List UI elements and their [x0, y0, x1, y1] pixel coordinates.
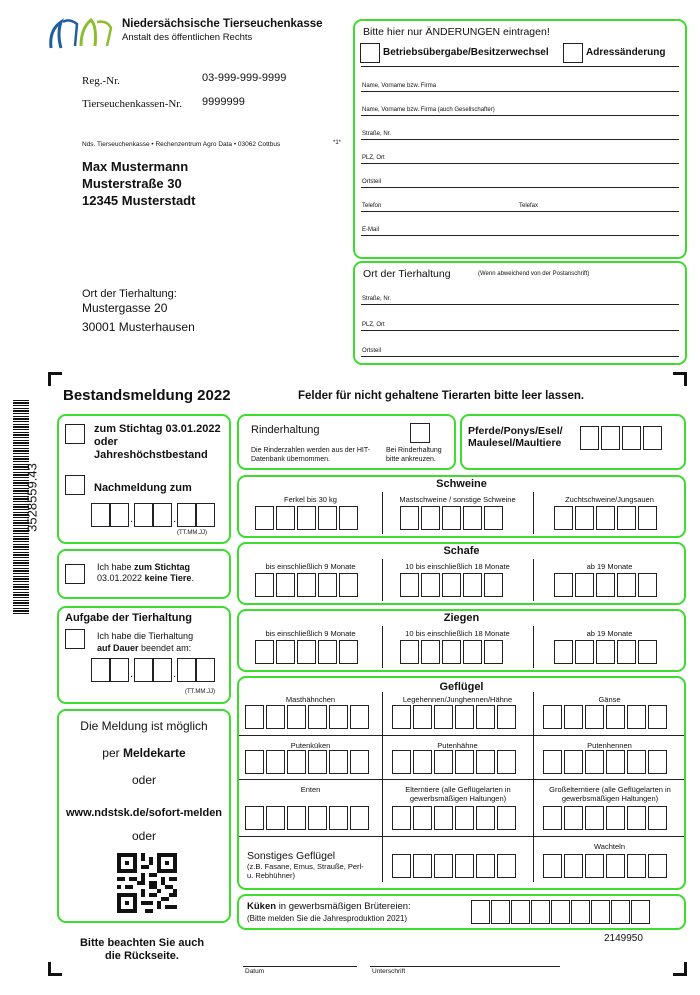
putenhaehne-label: Putenhähne — [437, 741, 478, 750]
nachmeldung-date-input[interactable]: . . — [91, 503, 215, 527]
masthaehnchen-input[interactable] — [245, 705, 369, 729]
sonstiges-input[interactable] — [392, 854, 516, 878]
org-subtitle: Anstalt des öffentlichen Rechts — [122, 32, 253, 43]
logo-icon — [47, 16, 115, 52]
schweine-title: Schweine — [436, 478, 487, 490]
aufgabe-date-format: (TT.MM.JJ) — [185, 689, 215, 695]
district-field[interactable]: Ortsteil — [361, 166, 679, 188]
corner-mark — [48, 372, 62, 386]
phone-field[interactable]: Telefon Telefax — [361, 190, 679, 212]
form-subtitle: Felder für nicht gehaltene Tierarten bitte leer lassen. — [298, 390, 585, 402]
ziegen-18m-input[interactable] — [400, 640, 503, 664]
schafe-col-1: bis einschließlich 9 Monate — [265, 562, 356, 571]
ferkel-count-input[interactable] — [255, 506, 358, 530]
rinder-note: Die Rinderzahlen werden aus der HIT-Datenbank übernommen. — [251, 447, 371, 463]
holding-city: 30001 Musterhausen — [82, 320, 195, 334]
recipient-city: 12345 Musterstadt — [82, 193, 196, 208]
schafe-col-2: 10 bis einschließlich 18 Monate — [405, 562, 510, 571]
putenkueken-label: Putenküken — [290, 741, 331, 750]
nachmeldung-label: Nachmeldung zum — [94, 482, 192, 494]
keine-tiere-box — [57, 549, 231, 599]
reg-label: Reg.-Nr. — [82, 75, 120, 87]
org-name: Niedersächsische Tierseuchenkasse — [122, 18, 323, 30]
kueken-note: (Bitte melden Sie die Jahresproduktion 2021) — [247, 914, 408, 923]
name-field[interactable]: Name, Vorname bzw. Firma — [361, 70, 679, 92]
schweine-col-1: Ferkel bis 30 kg — [284, 495, 337, 504]
barcode-number: 3528559.43 — [24, 463, 40, 532]
rinder-box — [237, 414, 456, 470]
location-district-field[interactable]: Ortsteil — [361, 335, 679, 357]
tsk-value: 9999999 — [202, 96, 245, 108]
schafe-19m-input[interactable] — [554, 573, 657, 597]
schweine-col-3: Zuchtschweine/Jungsauen — [565, 495, 654, 504]
recipient-name: Max Mustermann — [82, 159, 189, 174]
kueken-label: Küken in gewerbsmäßigen Brütereien: — [247, 901, 411, 912]
meldung-text: Die Meldung ist möglich — [80, 719, 208, 733]
fax-label: Telefax — [519, 203, 539, 209]
schafe-title: Schafe — [443, 545, 480, 557]
pferde-count-input[interactable] — [580, 426, 662, 450]
address-change-checkbox[interactable] — [563, 43, 583, 63]
corner-mark — [673, 962, 687, 976]
sender-line: Nds. Tierseuchenkasse • Rechenzentrum Agro Data • 03062 Cottbus — [82, 141, 281, 148]
elterntiere-label: Elterntiere (alle Geflügelarten in gewerbsmäßigen Haltungen) — [405, 785, 511, 803]
location-note: (Wenn abweichend von der Postanschrift) — [478, 271, 590, 277]
gefluegel-box — [237, 676, 686, 890]
grosselterntiere-input[interactable] — [543, 806, 667, 830]
ziegen-9m-input[interactable] — [255, 640, 358, 664]
qr-code-icon[interactable] — [117, 853, 177, 913]
kueken-input[interactable] — [471, 900, 650, 924]
meldung-karte: per Meldekarte — [102, 746, 186, 760]
street-field[interactable]: Straße, Nr. — [361, 118, 679, 140]
meldung-url[interactable]: www.ndstsk.de/sofort-melden — [65, 807, 223, 819]
tsk-label: Tierseuchenkassen-Nr. — [82, 98, 183, 110]
sender-code: *1* — [333, 140, 342, 146]
form-number: 2149950 — [604, 933, 643, 944]
schafe-9m-input[interactable] — [255, 573, 358, 597]
mastschweine-count-input[interactable] — [400, 506, 503, 530]
masthaehnchen-label: Masthähnchen — [285, 695, 336, 704]
ownership-change-checkbox[interactable] — [360, 43, 380, 63]
email-field[interactable]: E-Mail — [361, 214, 679, 236]
meldung-oder-2: oder — [131, 829, 157, 843]
gaense-input[interactable] — [543, 705, 667, 729]
location-city-field[interactable]: PLZ, Ort — [361, 309, 679, 331]
rinder-check-note: Bei Rinderhaltung bitte ankreuzen. — [386, 447, 442, 463]
enten-label: Enten — [300, 785, 321, 794]
pferde-box — [460, 414, 686, 470]
legehennen-input[interactable] — [392, 705, 516, 729]
location-street-field[interactable]: Straße, Nr. — [361, 283, 679, 305]
keine-tiere-text: Ich habe zum Stichtag 03.01.2022 keine Tiere. — [97, 562, 194, 583]
aufgabe-date-input[interactable]: . . — [91, 658, 215, 682]
putenhennen-label: Putenhennen — [587, 741, 632, 750]
keine-tiere-checkbox[interactable] — [65, 564, 85, 584]
meldung-box — [57, 709, 231, 923]
unterschrift-label[interactable]: Unterschrift — [372, 968, 406, 975]
putenhaehne-input[interactable] — [392, 750, 516, 774]
ziegen-col-1: bis einschließlich 9 Monate — [265, 629, 356, 638]
zuchtschweine-count-input[interactable] — [554, 506, 657, 530]
recipient-street: Musterstraße 30 — [82, 176, 182, 191]
schafe-col-3: ab 19 Monate — [586, 562, 633, 571]
meldung-oder-1: oder — [131, 773, 157, 787]
name-partner-field[interactable]: Name, Vorname bzw. Firma (auch Gesellschafter) — [361, 94, 679, 116]
enten-input[interactable] — [245, 806, 369, 830]
ziegen-col-2: 10 bis einschließlich 18 Monate — [405, 629, 510, 638]
schafe-18m-input[interactable] — [400, 573, 503, 597]
schafe-box — [237, 542, 686, 605]
location-box — [353, 261, 687, 365]
wachteln-input[interactable] — [543, 854, 667, 878]
legehennen-label: Legehennen/Junghennen/Hähne — [402, 695, 513, 704]
stichtag-box — [57, 414, 231, 544]
reg-value: 03-999-999-9999 — [202, 72, 287, 84]
date-format-label: (TT.MM.JJ) — [177, 530, 207, 536]
address-change-label: Adressänderung — [586, 47, 666, 58]
postcode-city-field[interactable]: PLZ, Ort — [361, 142, 679, 164]
aufgabe-text: Ich habe die Tierhaltung auf Dauer beendet am: — [97, 631, 194, 653]
stichtag-checkbox[interactable] — [65, 424, 85, 444]
gaense-label: Gänse — [598, 695, 621, 704]
ziegen-title: Ziegen — [443, 612, 480, 624]
wachteln-label: Wachteln — [594, 842, 625, 851]
grosselterntiere-label: Großelterntiere (alle Geflügelarten in gewerbsmäßigen Haltungen) — [549, 785, 671, 803]
stichtag-label: zum Stichtag 03.01.2022 oder Jahreshöchstbestand — [94, 423, 221, 461]
putenkueken-input[interactable] — [245, 750, 369, 774]
holding-street: Mustergasse 20 — [82, 301, 168, 315]
ziegen-col-3: ab 19 Monate — [586, 629, 633, 638]
aufgabe-title: Aufgabe der Tierhaltung — [65, 612, 192, 624]
location-title: Ort der Tierhaltung — [363, 268, 451, 280]
pferde-title: Pferde/Ponys/Esel/ Maulesel/Maultiere — [468, 425, 563, 449]
aufgabe-box — [57, 606, 231, 704]
aufgabe-checkbox[interactable] — [65, 629, 85, 649]
schweine-col-2: Mastschweine / sonstige Schweine — [399, 495, 516, 504]
corner-mark — [48, 962, 62, 976]
rinder-checkbox[interactable] — [410, 423, 430, 443]
datum-label[interactable]: Datum — [245, 968, 265, 975]
ownership-change-label: Betriebsübergabe/Besitzerwechsel — [383, 47, 549, 58]
ziegen-box — [237, 609, 686, 672]
sonstiges-label: Sonstiges Geflügel — [247, 850, 336, 862]
gefluegel-title: Geflügel — [439, 681, 484, 693]
nachmeldung-checkbox[interactable] — [65, 475, 85, 495]
sonstiges-note: (z.B. Fasane, Emus, Strauße, Perl- u. Rebhühner) — [247, 862, 364, 880]
ziegen-19m-input[interactable] — [554, 640, 657, 664]
form-title: Bestandsmeldung 2022 — [63, 387, 231, 404]
changes-title: Bitte hier nur ÄNDERUNGEN eintragen! — [363, 26, 550, 38]
schweine-box — [237, 475, 686, 538]
corner-mark — [673, 372, 687, 386]
elterntiere-input[interactable] — [392, 806, 516, 830]
changes-box — [353, 19, 687, 259]
rinder-title: Rinderhaltung — [251, 424, 320, 436]
putenhennen-input[interactable] — [543, 750, 667, 774]
holding-label: Ort der Tierhaltung: — [82, 288, 177, 300]
kueken-box — [237, 894, 686, 930]
rueckseite-note: Bitte beachten Sie auch die Rückseite. — [79, 937, 205, 962]
